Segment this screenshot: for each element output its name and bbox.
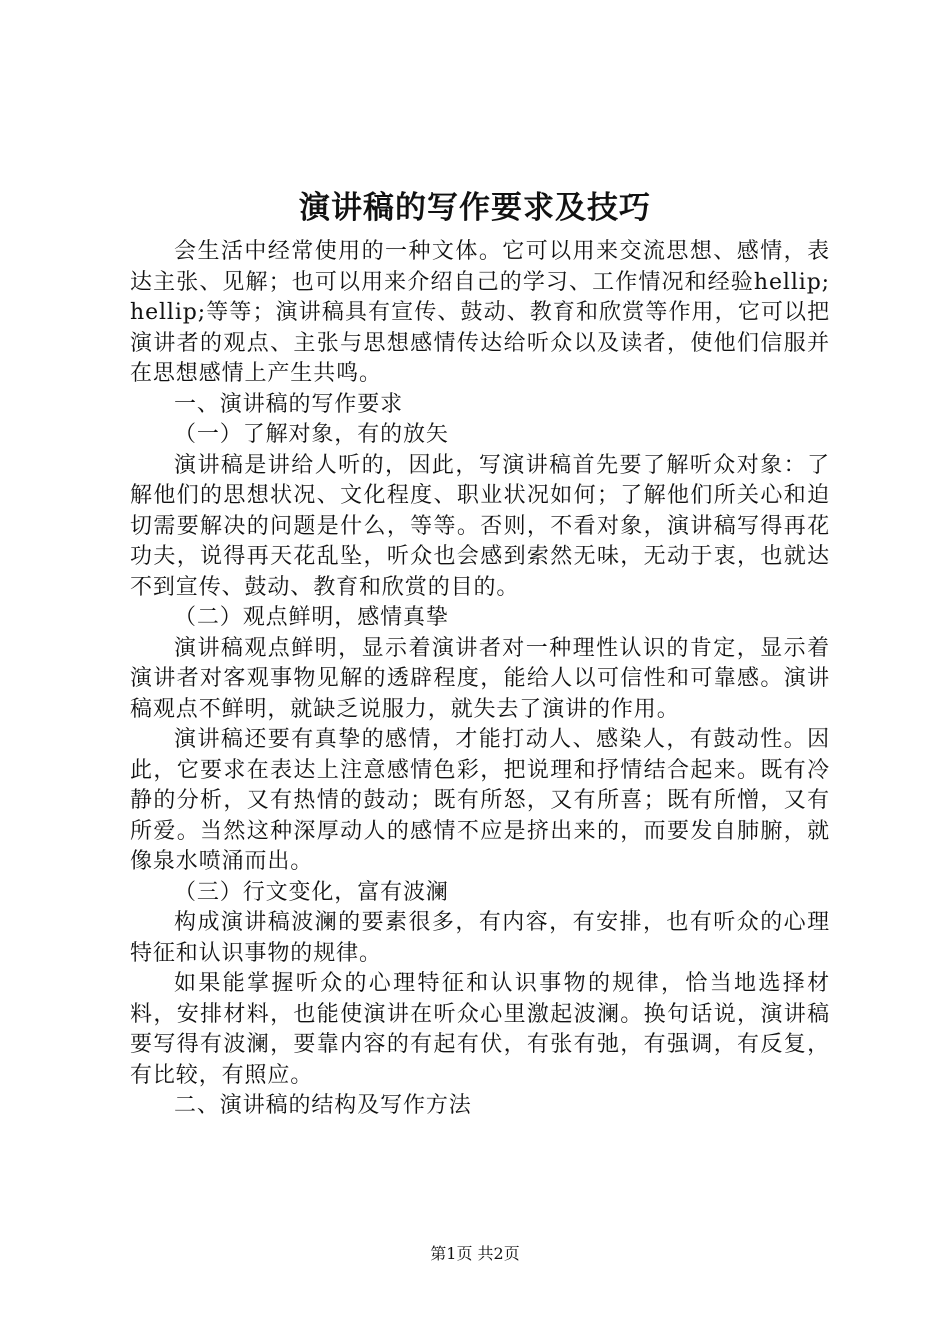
- paragraph-intro: 会生活中经常使用的一种文体。它可以用来交流思想、感情，表达主张、见解；也可以用来介绍自己的学习、工作情况和经验hellip;hellip;等等；演讲稿具有宣传、鼓动、教育和欣赏等作用，它可以把演讲者的观点、主张与思想感情传达给听众以及读者，使他们信服并在思想感情上产生共鸣。: [130, 239, 830, 386]
- paragraph: 构成演讲稿波澜的要素很多，有内容，有安排，也有听众的心理特征和认识事物的规律。: [130, 910, 830, 966]
- paragraph: 演讲稿是讲给人听的，因此，写演讲稿首先要了解听众对象：了解他们的思想状况、文化程度、职业状况如何；了解他们所关心和迫切需要解决的问题是什么，等等。否则，不看对象，演讲稿写得再花功夫，说得再天花乱坠，听众也会感到索然无味，无动于衷，也就达不到宣传、鼓动、教育和欣赏的目的。: [130, 452, 830, 600]
- subsection-heading-1: （一）了解对象，有的放矢: [174, 422, 449, 447]
- document-body: [130, 237, 830, 1122]
- document-title: 演讲稿的写作要求及技巧: [299, 190, 651, 226]
- section-heading-2: 二、演讲稿的结构及写作方法: [174, 1093, 472, 1118]
- paragraph: 如果能掌握听众的心理特征和认识事物的规律，恰当地选择材料，安排材料，也能使演讲在听众心里激起波澜。换句话说，演讲稿要写得有波澜，要靠内容的有起有伏，有张有弛，有强调，有反复，有比较，有照应。: [130, 971, 830, 1088]
- section-heading-1: 一、演讲稿的写作要求: [174, 391, 404, 417]
- subsection-heading-3: （三）行文变化，富有波澜: [174, 879, 449, 905]
- paragraph: 演讲稿还要有真挚的感情，才能打动人、感染人，有鼓动性。因此，它要求在表达上注意感情色彩，把说理和抒情结合起来。既有冷静的分析，又有热情的鼓动；既有所怒，又有所喜；既有所憎，又有所爱。当然这种深厚动人的感情不应是挤出来的，而要发自肺腑，就像泉水喷涌而出。: [130, 727, 830, 874]
- page-number-footer: 第1页 共2页: [430, 1244, 520, 1263]
- subsection-heading-2: （二）观点鲜明，感情真挚: [174, 605, 449, 630]
- paragraph: 演讲稿观点鲜明，显示着演讲者对一种理性认识的肯定，显示着演讲者对客观事物见解的透辟程度，能给人以可信性和可靠感。演讲稿观点不鲜明，就缺乏说服力，就失去了演讲的作用。: [130, 635, 830, 722]
